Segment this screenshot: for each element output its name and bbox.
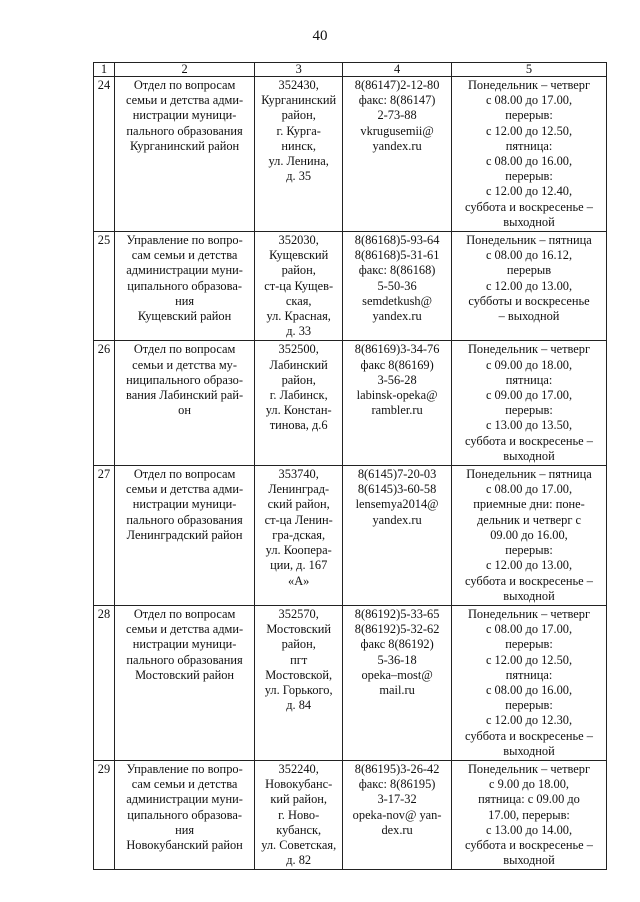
office-address-line: нинск, bbox=[281, 138, 316, 153]
page-number: 40 bbox=[312, 28, 328, 44]
column-header-5: 5 bbox=[452, 63, 607, 77]
office-contacts-line: vkrugusemii@ bbox=[360, 123, 434, 138]
office-schedule-line: перерыв: bbox=[505, 637, 553, 652]
table-row bbox=[94, 760, 607, 869]
office-name-line: Новокубанский район bbox=[126, 837, 243, 852]
office-contacts-line: 8(86147)2-12-80 bbox=[354, 78, 440, 92]
office-schedule-line: с 08.00 до 17.00, bbox=[485, 622, 573, 637]
office-name-cell bbox=[114, 605, 254, 760]
office-name-cell bbox=[114, 77, 254, 232]
table-row bbox=[94, 466, 607, 606]
row-number: 25 bbox=[94, 232, 115, 341]
office-address-line: ст-ца Кущев- bbox=[264, 278, 334, 293]
office-schedule-line: с 08.00 до 16.00, bbox=[485, 154, 573, 169]
office-contacts-line: 8(86195)3-26-42 bbox=[354, 761, 440, 776]
office-address-line: ская, bbox=[285, 293, 312, 308]
office-name-line: семьи и детства адми- bbox=[126, 482, 244, 497]
column-header-2: 2 bbox=[114, 63, 254, 77]
office-schedule-line: выходной bbox=[503, 214, 555, 229]
office-name-line: нистрации муници- bbox=[132, 108, 237, 123]
office-address-line: г. Лабинск, bbox=[269, 388, 328, 403]
office-address-line: 352030, bbox=[278, 233, 319, 248]
office-address-line: 352500, bbox=[278, 342, 319, 357]
office-schedule-line: Понедельник – четверг bbox=[467, 761, 591, 776]
office-schedule-line: с 13.00 до 14.00, bbox=[485, 822, 573, 837]
office-schedule-line: выходной bbox=[503, 853, 555, 868]
row-number: 28 bbox=[94, 605, 115, 760]
office-contacts-line: 8(6145)3-60-58 bbox=[357, 482, 437, 497]
office-schedule-cell bbox=[452, 466, 607, 606]
office-name-line: ниципального образо- bbox=[126, 372, 243, 387]
office-address-line: ции, д. 167 bbox=[270, 558, 328, 573]
office-schedule-cell bbox=[452, 760, 607, 869]
office-schedule-line: выходной bbox=[503, 448, 555, 463]
office-contacts-line: 5-36-18 bbox=[377, 652, 417, 667]
office-schedule-line: перерыв: bbox=[505, 698, 553, 713]
office-name-cell bbox=[114, 341, 254, 466]
office-schedule-line: с 9.00 до 18.00, bbox=[489, 777, 569, 792]
district-offices-table bbox=[93, 62, 607, 870]
office-address-line: район, bbox=[281, 108, 316, 123]
office-contacts-line: 3-56-28 bbox=[377, 372, 417, 387]
office-contacts-line: opeka-nov@ yan- bbox=[352, 807, 442, 822]
office-name-line: он bbox=[178, 403, 191, 418]
column-header-1: 1 bbox=[94, 63, 115, 77]
office-schedule-line: пятница: bbox=[505, 138, 553, 153]
office-address-line: д. 33 bbox=[286, 324, 312, 339]
office-address-line: Кущевский bbox=[269, 248, 329, 263]
office-schedule-line: с 12.00 до 12.30, bbox=[485, 713, 573, 728]
office-contacts-cell bbox=[343, 760, 452, 869]
office-name-line: вания Лабинский рай- bbox=[126, 388, 244, 403]
office-contacts-line: yandex.ru bbox=[372, 512, 422, 527]
office-contacts-cell bbox=[343, 77, 452, 232]
office-address-line: тинова, д.6 bbox=[269, 418, 328, 433]
office-name-line: сам семьи и детства bbox=[131, 777, 238, 792]
office-contacts-line: факс: 8(86168) bbox=[358, 263, 436, 278]
office-name-line: администрации муни- bbox=[126, 263, 243, 278]
office-name-line: нистрации муници- bbox=[132, 637, 237, 652]
office-address-cell bbox=[255, 341, 343, 466]
office-address-line: Курганинский bbox=[261, 93, 337, 108]
office-address-line: г. Ново- bbox=[278, 807, 320, 822]
office-schedule-line: Понедельник – четверг bbox=[467, 606, 591, 621]
office-address-line: г. Курга- bbox=[276, 123, 321, 138]
office-schedule-line: Понедельник – четверг bbox=[467, 342, 591, 357]
office-name-line: администрации муни- bbox=[126, 792, 243, 807]
office-address-line: район, bbox=[281, 263, 316, 278]
office-address-line: Лабинский bbox=[269, 357, 328, 372]
office-schedule-line: выходной bbox=[503, 743, 555, 758]
office-contacts-line: mail.ru bbox=[379, 682, 415, 697]
office-name-line: семьи и детства адми- bbox=[126, 93, 244, 108]
office-address-line: кубанск, bbox=[276, 822, 322, 837]
office-schedule-cell bbox=[452, 605, 607, 760]
office-address-line: район, bbox=[281, 637, 316, 652]
office-name-line: Отдел по вопросам bbox=[133, 467, 236, 482]
office-contacts-line: 8(86192)5-33-65 bbox=[354, 606, 440, 621]
office-schedule-line: суббота и воскресенье – bbox=[465, 728, 593, 743]
office-schedule-line: с 08.00 до 16.12, bbox=[485, 248, 573, 263]
office-contacts-line: labinsk-opeka@ bbox=[356, 388, 438, 403]
office-name-line: Ленинградский район bbox=[126, 527, 243, 542]
office-address-line: район, bbox=[281, 372, 316, 387]
office-address-cell bbox=[255, 232, 343, 341]
office-contacts-line: 3-17-32 bbox=[377, 792, 417, 807]
office-contacts-line: 8(86169)3-34-76 bbox=[354, 342, 440, 357]
office-address-line: ул. Ленина, bbox=[268, 154, 329, 169]
office-schedule-line: с 12.00 до 12.50, bbox=[485, 652, 573, 667]
office-name-line: ния bbox=[175, 822, 195, 837]
office-schedule-line: перерыв: bbox=[505, 543, 553, 558]
table-row bbox=[94, 605, 607, 760]
office-contacts-line: 5-50-36 bbox=[377, 278, 417, 293]
office-contacts-line: rambler.ru bbox=[371, 403, 423, 418]
office-contacts-line: 2-73-88 bbox=[377, 108, 417, 123]
office-address-line: ул. Коопера- bbox=[265, 543, 332, 558]
office-schedule-line: 17.00, перерыв: bbox=[488, 807, 570, 822]
column-header-3: 3 bbox=[255, 63, 343, 77]
office-contacts-line: yandex.ru bbox=[372, 309, 422, 324]
office-address-line: ул. Горького, bbox=[264, 682, 333, 697]
office-address-line: Ленинград- bbox=[268, 482, 330, 497]
row-number: 27 bbox=[94, 466, 115, 606]
office-schedule-line: перерыв: bbox=[505, 169, 553, 184]
office-schedule-line: суббота и воскресенье – bbox=[465, 199, 593, 214]
office-name-line: семьи и детства му- bbox=[132, 357, 237, 372]
office-contacts-line: dex.ru bbox=[381, 822, 413, 837]
office-schedule-line: перерыв: bbox=[505, 403, 553, 418]
office-schedule-line: перерыв bbox=[506, 263, 552, 278]
office-schedule-line: с 09.00 до 17.00, bbox=[485, 388, 573, 403]
office-address-line: гра-дская, bbox=[272, 527, 326, 542]
office-contacts-line: факс: 8(86195) bbox=[358, 777, 436, 792]
column-number-header bbox=[94, 63, 607, 77]
office-name-line: пального образования bbox=[126, 652, 243, 667]
office-address-line: пгт bbox=[290, 652, 308, 667]
office-address-cell bbox=[255, 605, 343, 760]
office-name-line: Отдел по вопросам bbox=[133, 342, 236, 357]
office-contacts-cell bbox=[343, 466, 452, 606]
office-address-line: кий район, bbox=[270, 792, 327, 807]
office-schedule-line: с 08.00 до 17.00, bbox=[485, 93, 573, 108]
office-name-line: ния bbox=[175, 293, 195, 308]
office-schedule-line: Понедельник – пятница bbox=[466, 467, 592, 482]
office-address-cell bbox=[255, 760, 343, 869]
office-name-line: сам семьи и детства bbox=[131, 248, 238, 263]
office-name-line: нистрации муници- bbox=[132, 497, 237, 512]
office-address-cell bbox=[255, 466, 343, 606]
column-header-4: 4 bbox=[343, 63, 452, 77]
office-name-cell bbox=[114, 466, 254, 606]
row-number: 26 bbox=[94, 341, 115, 466]
office-address-line: д. 82 bbox=[286, 853, 312, 868]
office-name-line: Кущевский район bbox=[137, 309, 232, 324]
office-address-line: ст-ца Ленин- bbox=[264, 512, 333, 527]
office-name-cell bbox=[114, 760, 254, 869]
office-contacts-cell bbox=[343, 232, 452, 341]
office-contacts-line: 8(86168)5-31-61 bbox=[354, 248, 440, 263]
office-address-line: Новокубанс- bbox=[265, 777, 333, 792]
office-schedule-line: перерыв: bbox=[505, 108, 553, 123]
office-contacts-line: lensemya2014@ bbox=[355, 497, 439, 512]
office-schedule-cell bbox=[452, 341, 607, 466]
office-address-cell bbox=[255, 77, 343, 232]
office-name-line: ципального образова- bbox=[127, 807, 242, 822]
office-schedule-line: с 08.00 до 16.00, bbox=[485, 682, 573, 697]
office-address-line: 353740, bbox=[278, 467, 319, 482]
office-schedule-line: пятница: bbox=[505, 372, 553, 387]
office-schedule-line: – выходной bbox=[498, 309, 560, 324]
office-schedule-line: пятница: с 09.00 до bbox=[478, 792, 580, 807]
table-row bbox=[94, 341, 607, 466]
office-name-line: Курганинский район bbox=[129, 138, 240, 153]
office-schedule-line: дельник и четверг с bbox=[476, 512, 582, 527]
office-contacts-cell bbox=[343, 605, 452, 760]
office-schedule-line: субботы и воскресенье bbox=[468, 293, 590, 308]
office-schedule-line: с 09.00 до 18.00, bbox=[485, 357, 573, 372]
office-schedule-line: суббота и воскресенье – bbox=[465, 837, 593, 852]
office-name-line: пального образования bbox=[126, 512, 243, 527]
office-schedule-line: Понедельник – пятница bbox=[466, 233, 592, 248]
office-schedule-line: пятница: bbox=[505, 667, 553, 682]
table-row bbox=[94, 77, 607, 232]
office-name-line: семьи и детства адми- bbox=[126, 622, 244, 637]
office-contacts-line: semdetkush@ bbox=[362, 293, 433, 308]
office-address-line: 352570, bbox=[278, 606, 319, 621]
office-schedule-line: приемные дни: поне- bbox=[473, 497, 585, 512]
office-address-line: ул. Советская, bbox=[261, 837, 337, 852]
office-schedule-line: выходной bbox=[503, 588, 555, 603]
office-schedule-line: с 13.00 до 13.50, bbox=[485, 418, 573, 433]
office-schedule-cell bbox=[452, 77, 607, 232]
office-schedule-line: Понедельник – четверг bbox=[467, 78, 591, 92]
office-address-line: д. 35 bbox=[286, 169, 312, 184]
office-address-line: Мостовской, bbox=[265, 667, 333, 682]
office-contacts-line: opeka–most@ bbox=[361, 667, 433, 682]
office-schedule-line: с 12.00 до 12.40, bbox=[485, 184, 573, 199]
office-contacts-line: 8(86192)5-32-62 bbox=[354, 622, 440, 637]
row-number: 24 bbox=[94, 77, 115, 232]
office-name-cell bbox=[114, 232, 254, 341]
office-contacts-line: факс 8(86192) bbox=[360, 637, 434, 652]
office-schedule-line: 09.00 до 16.00, bbox=[490, 527, 568, 542]
office-schedule-line: с 12.00 до 13.00, bbox=[485, 558, 573, 573]
row-number: 29 bbox=[94, 760, 115, 869]
office-contacts-line: 8(86168)5-93-64 bbox=[354, 233, 440, 248]
office-address-line: 352240, bbox=[278, 761, 319, 776]
office-schedule-cell bbox=[452, 232, 607, 341]
office-address-line: 352430, bbox=[278, 78, 319, 92]
office-address-line: д. 84 bbox=[286, 698, 312, 713]
office-address-line: ский район, bbox=[267, 497, 330, 512]
office-address-line: ул. Красная, bbox=[266, 309, 331, 324]
office-schedule-line: суббота и воскресенье – bbox=[465, 573, 593, 588]
office-name-line: Отдел по вопросам bbox=[133, 606, 236, 621]
office-contacts-line: факс: 8(86147) bbox=[358, 93, 436, 108]
office-contacts-line: факс 8(86169) bbox=[360, 357, 434, 372]
office-name-line: Управление по вопро- bbox=[126, 761, 243, 776]
table-row bbox=[94, 232, 607, 341]
office-name-line: пального образования bbox=[126, 123, 243, 138]
office-name-line: Управление по вопро- bbox=[126, 233, 243, 248]
office-schedule-line: с 08.00 до 17.00, bbox=[485, 482, 573, 497]
office-name-line: Мостовский район bbox=[135, 667, 235, 682]
office-contacts-line: 8(6145)7-20-03 bbox=[357, 467, 437, 482]
office-schedule-line: с 12.00 до 12.50, bbox=[485, 123, 573, 138]
office-contacts-cell bbox=[343, 341, 452, 466]
office-schedule-line: суббота и воскресенье – bbox=[465, 433, 593, 448]
office-address-line: Мостовский bbox=[266, 622, 332, 637]
office-contacts-line: yandex.ru bbox=[372, 138, 422, 153]
office-schedule-line: с 12.00 до 13.00, bbox=[485, 278, 573, 293]
office-name-line: Отдел по вопросам bbox=[133, 78, 236, 92]
office-address-line: «А» bbox=[288, 573, 310, 588]
office-name-line: ципального образова- bbox=[127, 278, 242, 293]
office-address-line: ул. Констан- bbox=[265, 403, 332, 418]
